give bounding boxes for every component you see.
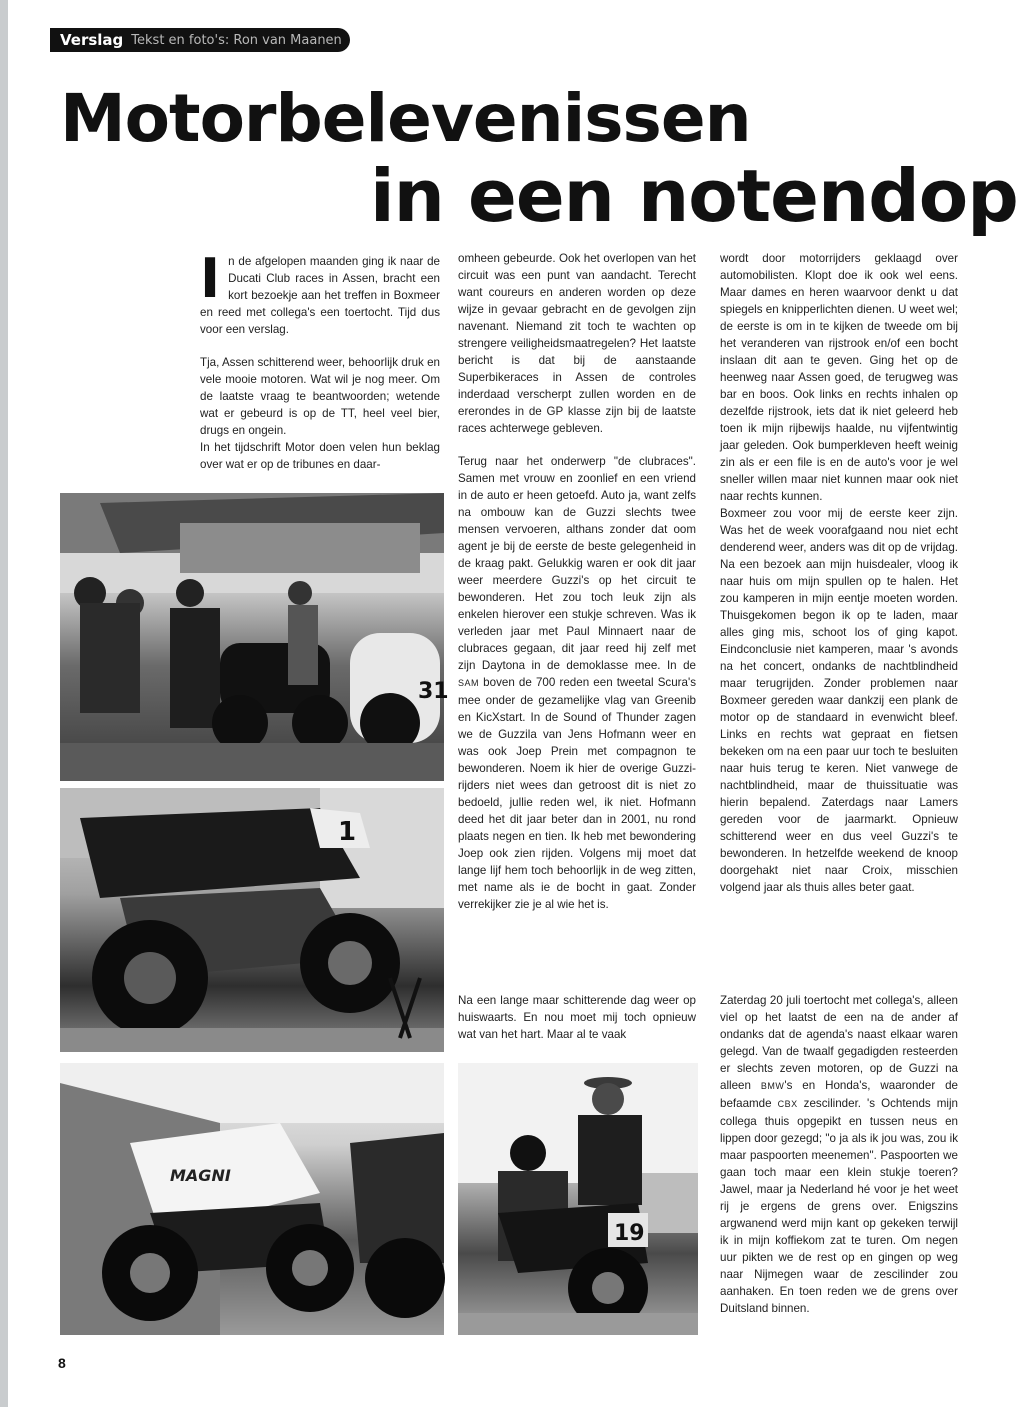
paragraph: wordt door motorrijders geklaagd over automobilisten. Klopt doe ik ook wel eens. Maar dames en heren waarvoor denkt u dat spiegels en knipperlichten dienen. U weet wel; de eerste is om in te kijken de tweede om bij het veranderen van rijstrook en/of een bocht inslaan dit aan te geven. Ging het op de heenweg naar Assen goed, de terugweg was bar en boos. Ook links en rechts inhalen op dezelfde rijstrook, iets dat ik niet geleerd heb toen ik mijn rijbewijs haalde, nu vijfentwintig jaar geleden. Ook bumperkleven heeft weinig zin als er een file is en de auto's voor je wel sneller willen maar niet kunnen maar ook niet naar rechts kunnen. <box>720 252 958 503</box>
brand-decal: MAGNI <box>170 1166 231 1185</box>
magni-image <box>60 1063 444 1335</box>
drop-cap: I <box>200 247 221 310</box>
paragraph <box>458 453 696 913</box>
paragraph: Tja, Assen schitterend weer, behoorlijk druk en vele mooie motoren. Wat wil je nog meer. Om de laatste vraag te beantwoorden; wetende wat er gebeurd is op de TT, heel veel bier, drugs en ongein. <box>200 356 440 437</box>
column-2 <box>458 250 696 913</box>
intro-text: n de afgelopen maanden ging ik naar de Ducati Club races in Assen, bracht een kort bezoekje aan het treffen in Boxmeer en reed met collega's een toertocht. Tijd dus voor een verslag. <box>200 255 440 336</box>
text-run: Terug naar het onderwerp "de clubraces". Samen met vrouw en zoonlief en een vriend in de auto er heen getoefd. Auto ja, want zelfs na ombouw kan de Guzzi slechts twee mensen vervoeren, althans zonder dat oom agent je bij de eerste de beste gelegenheid in de kraag pakt. Gelukkig waren er ook dit jaar weer meerdere Guzzi's op het circuit te bewonderen. Het zou toch leuk zijn als enkelen hierover een stukje schreven. Was ik verleden jaar met Paul Minnaert naar de clubraces gegaan, dit jaar reed hij zelf met zijn Daytona in de demoklasse mee. In de <box>458 455 696 672</box>
photo-guzzi-on-stand <box>60 788 444 1052</box>
headline-line2: in een notendop <box>370 154 1018 238</box>
column-3-lower <box>720 992 958 1317</box>
paragraph: omheen gebeurde. Ook het overlopen van het circuit was een punt van aandacht. Terecht want coureurs en anderen worden op deze wijze in gevaar gebracht en de gevolgen zijn navenant. Niemand zit toch te wachten op strengere veiligheidsmaatregelen? Het laatste bericht is dat bij de aanstaande Superbikeraces in Assen de controles inderdaad verscherpt zullen worden en de ererondes in de GP klasse zijn bij de laatste races achterwege gebleven. <box>458 252 696 435</box>
guzzi-image <box>60 788 444 1052</box>
left-edge-bar <box>0 0 8 1407</box>
text-run: boven de 700 reden een tweetal Scura's mee onder de gezamelijke vlag van Greenib en KicXstart. In de Sound of Thunder zagen we de Guzzila van Jens Hofmann weer en was ook Joep Prein met compagnon te bewonderen. Noem ik hier de overige Guzzi-rijders niet wees dan getroost dit is niet zo bedoeld, jullie reden wel, ik niet. Hofmann deed het dit jaar beter dan in 2001, nu rond plaats negen en tien. Ik heb met bewondering Joep ook zien rijden. Volgens mij moet dat lange lijf hem toch behoorlijk in de weg zitten, met name als ie de bocht in gaat. Zonder verrekijker zie je al wie het is. <box>458 676 696 911</box>
photo-rider-19 <box>458 1063 698 1335</box>
small-caps-run: SAM <box>458 678 480 688</box>
headline-line1: Motorbelevenissen <box>60 80 751 157</box>
section-label: Verslag <box>60 31 124 49</box>
credit-line: Tekst en foto's: Ron van Maanen <box>131 32 342 48</box>
paragraph: Boxmeer zou voor mij de eerste keer zijn. Was het de week voorafgaand nou niet echt denderend weer, anders was dit op de vrijdag. Na een bezoek aan mijn huisdealer, vloog ik naar huis om mijn spullen op te halen. Het zou kamperen in mijn eentje moeten worden. Thuisgekomen begon ik op te laden, maar alles ging mis, schoot los of ging kapot. Eindconclusie niet kamperen, maar 's avonds na het concert, ondanks de nachtblindheid maar terugrijden. Zonder problemen naar Boxmeer gereden waar dankzij een plank de motor op de standaard in evenwicht bleef. Links en rechts wat gepraat en fietsen bekeken om na een paar uur toch te besluiten naar huis terug te keren. Niet vanwege de nachtblindheid, maar de thuissituatie was hierin bepalend. Zaterdags naar Lamers gereden voor de jaarmarkt. Opnieuw schitterend weer en dus veel Guzzi's te bewonderen. In hetzelfde weekend de knoop doorgehakt niet naar Croix, misschien volgend jaar als thuis alles beter gaat. <box>720 507 958 894</box>
page-number: 8 <box>58 1355 66 1371</box>
photo-magni-bikes <box>60 1063 444 1335</box>
paragraph: Na een lange maar schitterende dag weer op huiswaarts. En nou moet mij toch opnieuw wat van het hart. Maar al te vaak <box>458 994 696 1041</box>
text-run: zescilinder. 's Ochtends mijn collega thuis opgepikt en tussen neus en lippen door gezegd; "o ja als ik jou was, zou ik maar paspoorten meenemen". Paspoorten we gaan toch maar een klein stukje toeren? Jawel, maar ja Nederland hé voor je het weet rij je ergens de grens over. Enigszins argwanend werd mijn kant op gekeken terwijl ik in mijn koffiekom zat te turen. Om negen uur pikten we de rest op en gingen op weg naar Nijmegen waar de zescilinder zou aanhaken. En toen reden we de grens over Duitsland binnen. <box>720 1097 958 1315</box>
column-3 <box>720 250 958 896</box>
text-run: 's en Honda's, waaronder de befaamde <box>720 1079 958 1110</box>
rider-image <box>458 1063 698 1335</box>
race-number: 1 <box>338 817 357 847</box>
small-caps-run: BMW <box>760 1081 785 1091</box>
photo-paddock-riders <box>60 493 449 781</box>
paddock-image <box>60 493 449 781</box>
race-number: 31 <box>418 679 449 704</box>
small-caps-run: CBX <box>777 1099 798 1109</box>
race-number: 19 <box>614 1221 645 1246</box>
column-2-lower <box>458 992 696 1043</box>
intro-paragraph <box>200 247 440 338</box>
section-tag <box>50 28 350 52</box>
text-run: Zaterdag 20 juli toertocht met collega's, alleen viel op het laatst de een na de ander af ondanks dat de agenda's naast elkaar waren gelegd. Van de twaalf gegadigden resteerden er slechts zeven motoren, op de Guzzi na alleen <box>720 994 958 1092</box>
column-1 <box>200 247 440 473</box>
paragraph: In het tijdschrift Motor doen velen hun beklag over wat er op de tribunes en daar- <box>200 441 440 471</box>
paragraph <box>720 992 958 1317</box>
